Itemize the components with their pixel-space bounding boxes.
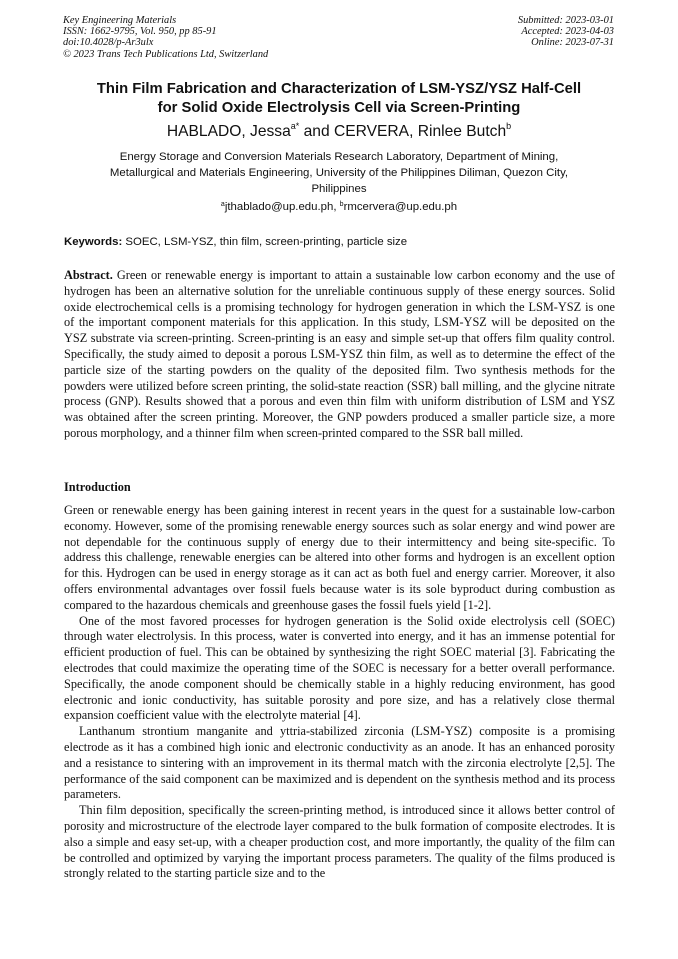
email-a[interactable]: jthablado@up.edu.ph (224, 201, 334, 213)
author-conjunction: and (299, 123, 334, 140)
keywords (64, 235, 615, 249)
affiliation (64, 149, 614, 197)
abstract (64, 268, 615, 442)
paper-title (40, 80, 638, 117)
title-line-2: for Solid Oxide Electrolysis Cell via Screen-Printing (157, 99, 521, 116)
title-line-1: Thin Film Fabrication and Characterization of LSM-YSZ/YSZ Half-Cell (96, 81, 582, 97)
email-a-mark: a (220, 201, 225, 208)
submitted-date: Submitted: 2023-03-01 (517, 15, 614, 26)
dates-header (518, 15, 614, 49)
email-separator: , (333, 201, 340, 213)
doi-line: doi:10.4028/p-Ar3ulx (63, 37, 154, 49)
author-2-affiliation-mark: b (506, 121, 512, 131)
email-b-mark: b (339, 201, 344, 208)
author-2: CERVERA, Rinlee Butch (333, 123, 507, 140)
abstract-text: Green or renewable energy is important to attain a sustainable low carbon economy and the use of hydrogen has been an alternative solution for the unreliable continuous supply of these energy sources. Solid oxide electrochemical cells is a promising technology for hydrogen generation in which the LSM-YSZ is one of the important component materials for this application. In this study, LSM-YSZ will be deposited on the YSZ substrate via screen-printing. Screen-printing is an easy and simple set-up that offers film quality control. Specifically, the study aimed to deposit a porous LSM-YSZ thin film, as well as to determine the effect of the particle size of the starting powders on the quality of the deposited film. Two synthesis methods for the powders were utilized before screen printing, the solid-state reaction (SSR) ball milling, and the glycine nitrate process (GNP). Results showed that a porous and even thin film with uniform distribution of LSM and YSZ was obtained after the screen printing. Moreover, the GNP powders produced a smaller particle size, a more porous morphology, and a thinner film when screen-printed compared to the SSR ball milled. (64, 268, 615, 440)
introduction-heading: Introduction (64, 480, 131, 494)
affiliation-line-2: Metallurgical and Materials Engineering, University of the Philippines Diliman, Quezon City, (109, 167, 569, 179)
keywords-label: Keywords: (64, 236, 123, 248)
email-b[interactable]: rmcervera@up.edu.ph (343, 201, 458, 213)
author-1-affiliation-mark: a* (290, 121, 300, 131)
abstract-label: Abstract. (64, 268, 113, 282)
journal-header (63, 15, 268, 60)
issn-line: ISSN: 1662-9795, Vol. 950, pp 85-91 (63, 26, 217, 38)
copyright-line: © 2023 Trans Tech Publications Ltd, Switzerland (63, 48, 269, 60)
affiliation-line-3: Philippines (311, 183, 367, 195)
intro-paragraph-3: Lanthanum strontium manganite and yttria-stabilized zirconia (LSM-YSZ) composite is a promising electrode as it has a combined high ionic and electronic conductivity as an anode. It has an enhanced porosity and a resistance to sintering with an improvement in its thermal match with the zirconia electrolyte [2,5]. The performance of the said component can be maximized and is dependent on the synthesis method and its process parameters. (64, 724, 615, 802)
author-1: HABLADO, Jessa (166, 123, 291, 140)
author-list (40, 122, 638, 142)
author-emails (64, 200, 614, 214)
online-date: Online: 2023-07-31 (531, 37, 614, 49)
introduction-body (64, 503, 615, 882)
accepted-date: Accepted: 2023-04-03 (521, 26, 614, 38)
affiliation-line-1: Energy Storage and Conversion Materials Research Laboratory, Department of Mining, (119, 151, 559, 163)
intro-paragraph-1: Green or renewable energy has been gaining interest in recent years in the quest for a sustainable low-carbon economy. However, some of the promising renewable energy sources such as solar energy and wind power are not dependable for the continuous supply of energy due to their intermittency and being site-specific. To address this challenge, renewable energies can be altered into other forms and hydrogen is an excellent option for this. Hydrogen can be used in energy storage as it can act as both fuel and energy carrier. Moreover, it also offers environmental advantages over fossil fuels because water is its sole byproduct during combustion as compared to the hazardous chemicals and greenhouse gases the fossil fuels yield [1-2]. (64, 503, 615, 612)
keywords-text: SOEC, LSM-YSZ, thin film, screen-printing, particle size (122, 236, 408, 248)
intro-paragraph-2: One of the most favored processes for hydrogen generation is the Solid oxide electrolysis cell (SOEC) through water electrolysis. In this process, water is converted into energy, and it has an immense potential for efficient production of fuel. This can be obtained by synthesizing the right SOEC material [3]. Fabricating the electrodes that could maximize the operating time of the SOEC is necessary for a better overall performance. Specifically, the anode component should be chemically stable in a highly reducing environment, has good electronic and ionic conductivity, has suitable porosity and pore size, and has a relatively close thermal expansion coefficient value with the electrolyte material [4]. (64, 613, 615, 723)
journal-name: Key Engineering Materials (63, 15, 177, 26)
intro-paragraph-4: Thin film deposition, specifically the screen-printing method, is introduced since it allows better control of porosity and microstructure of the electrode layer compared to the bulk formation of composite electrodes. It is also a simple and easy set-up, with a cheaper production cost, and more importantly, the quality of the film can be controlled and optimized by varying the important process parameters. The quality of the films produced is strongly related to the starting particle size and to the (64, 803, 615, 881)
